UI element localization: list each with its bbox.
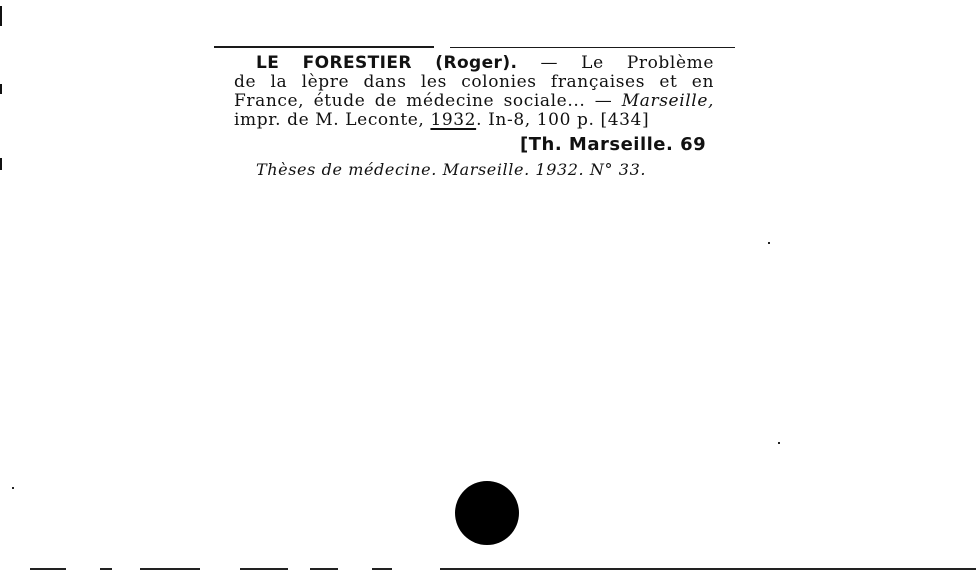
- entry-line-2: de la lèpre dans les colonies françaises et en: [234, 72, 714, 92]
- printer: impr. de M. Leconte,: [234, 110, 425, 130]
- bottom-rule-1: [30, 568, 66, 570]
- entry-line-3: [234, 92, 714, 111]
- bottom-rule-5: [310, 568, 338, 570]
- bibliographic-entry: [234, 54, 714, 130]
- author-heading: LE FORESTIER (Roger).: [256, 53, 518, 73]
- entry-line-1: [234, 54, 714, 73]
- punch-hole: [455, 481, 519, 545]
- speck-3: [12, 487, 14, 489]
- bottom-rule-7: [440, 568, 976, 570]
- speck-1: [768, 242, 770, 244]
- bottom-rule-2: [100, 568, 112, 570]
- classmark: [Th. Marseille. 69: [520, 134, 707, 155]
- bottom-rule-6: [372, 568, 392, 570]
- publication-year: 1932: [430, 110, 477, 130]
- bottom-rule-3: [140, 568, 200, 570]
- speck-2: [778, 442, 780, 444]
- bottom-rule-4: [240, 568, 288, 570]
- format-pagination: . In-8, 100 p. [434]: [476, 110, 650, 130]
- top-rule-right: [450, 47, 735, 48]
- title-end: France, étude de médecine sociale... —: [234, 91, 613, 111]
- title-start: — Le Problème: [540, 53, 714, 73]
- entry-line-4: [234, 111, 714, 130]
- edge-mark-2: [0, 84, 2, 94]
- publication-place: Marseille,: [621, 91, 714, 111]
- edge-mark-3: [0, 158, 2, 170]
- edge-mark-1: [0, 6, 2, 26]
- series-note: Thèses de médecine. Marseille. 1932. N° 33.: [256, 160, 647, 179]
- top-rule-left: [214, 46, 434, 48]
